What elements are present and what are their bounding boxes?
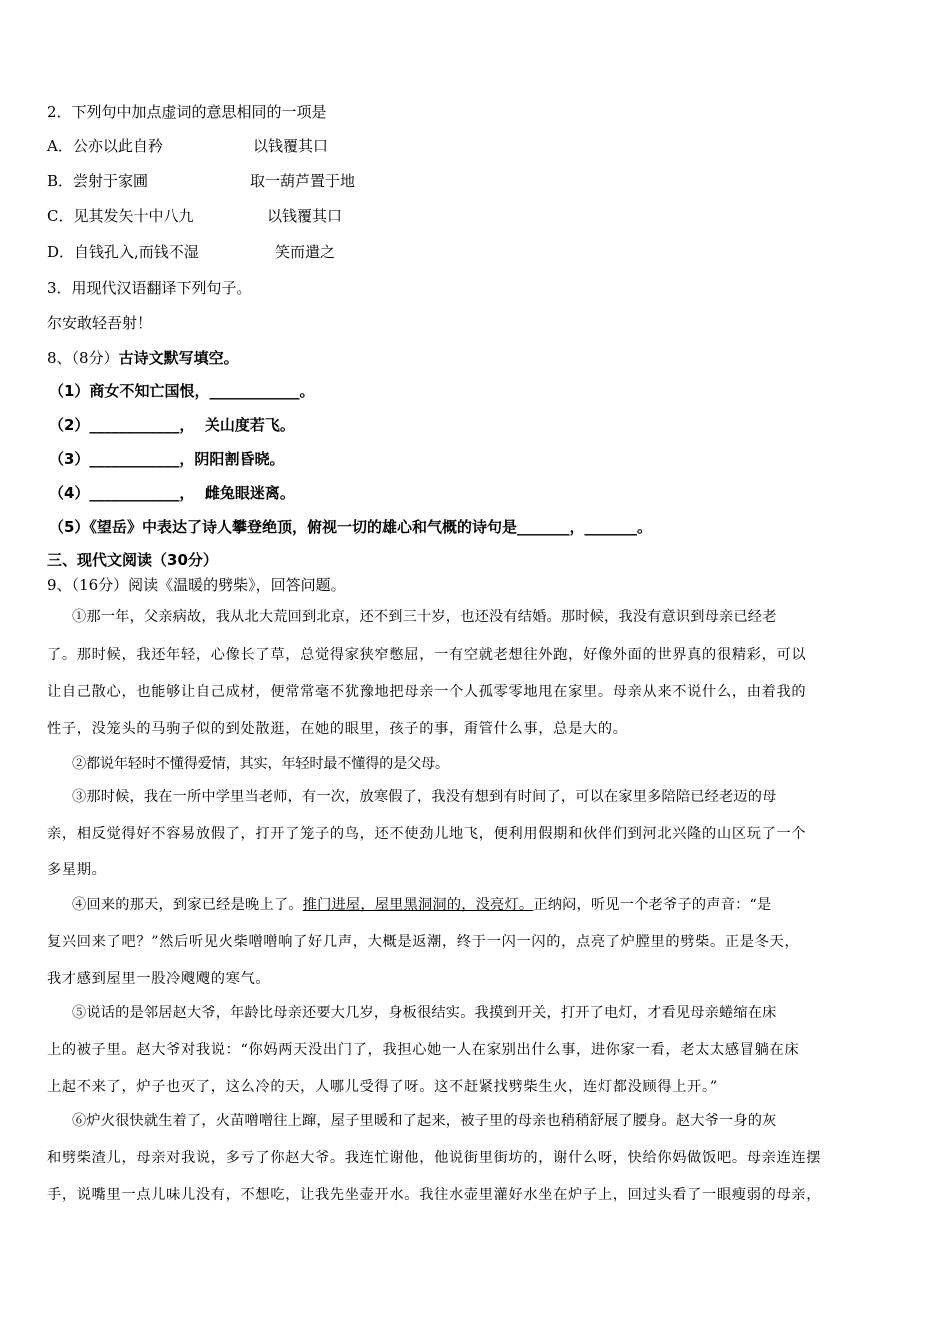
q2-option-b [47,171,148,191]
option-label: A． [47,137,73,155]
option-left-text: 自钱孔入,而钱不湿 [74,243,199,261]
paragraph-line: 手，说嘴里一点儿味儿没有，不想吃，让我先坐壶开水。我往水壶里灌好水坐在炉子上，回过头看了一眼瘦弱的母亲， [47,1187,822,1203]
option-left-text: 公亦以此自矜 [72,137,163,155]
paragraph-line: ⑥炉火很快就生着了，火苗噌噌往上蹿，屋子里暖和了起来，被子里的母亲也稍稍舒展了腰身。赵大爷一身的灰 [72,1113,777,1129]
paragraph-line: 上的被子里。赵大爷对我说：“你妈两天没出门了，我担心她一人在家别出什么事，进你家一看，老太太感冒躺在床 [47,1042,800,1058]
paragraph-line: ③那时候，我在一所中学里当老师，有一次，放寒假了，我没有想到有时间了，可以在家里多陪陪已经老迈的母 [72,789,777,805]
text-segment: 正纳闷，听见一个老爷子的声音：“是 [533,897,772,913]
option-label: C． [47,207,74,225]
paragraph-line: 亲，相反觉得好不容易放假了，打开了笼子的鸟，还不使劲儿地飞，便利用假期和伙伴们到河北兴隆的山区玩了一个 [47,826,807,842]
paragraph-line: ⑤说话的是邻居赵大爷，年龄比母亲还要大几岁，身板很结实。我摸到开关，打开了电灯，才看见母亲蜷缩在床 [72,1005,777,1021]
paragraph-line: 上起不来了，炉子也灭了，这么冷的天，人哪儿受得了呀。这不赶紧找劈柴生火，连灯都没顾得上开。” [47,1079,718,1095]
q2-option-b-right: 取一葫芦置于地 [250,172,356,190]
q8-stem-prefix: 8、（8分） [47,349,119,367]
option-left-text: 尝射于家圃 [73,172,149,190]
paragraph-line: 了。那时候，我还年轻，心像长了草，总觉得家狭窄憋屈，一有空就老想往外跑，好像外面的世界真的很精彩，可以 [47,647,807,663]
text-segment: ④回来的那天，到家已经是晚上了。 [72,897,303,913]
paragraph-line: 复兴回来了吧？”然后听见火柴噌噌响了好几声，大概是返潮，终于一闪一闪的，点亮了炉膛里的劈柴。正是冬天， [47,934,800,950]
paragraph-line: 多星期。 [47,862,107,878]
q2-option-a [47,136,163,156]
paragraph-line: ①那一年，父亲病故，我从北大荒回到北京，还不到三十岁，也还没有结婚。那时候，我没有意识到母亲已经老 [72,609,777,625]
q2-option-d-right: 笑而遣之 [275,243,336,261]
q9-stem: 9、（16分）阅读《温暖的劈柴》，回答问题。 [47,576,346,594]
option-label: B． [47,172,74,190]
q8-stem [47,348,239,368]
q8-item-4: （4）____________， 雌兔眼迷离。 [49,484,295,502]
paragraph-line: 让自己散心，也能够让自己成材，便常常毫不犹豫地把母亲一个人孤零零地甩在家里。母亲从来不说什么，由着我的 [47,684,807,700]
q8-item-1: （1）商女不知亡国恨，____________。 [49,382,315,400]
q2-option-c [47,206,194,226]
q3-sentence: 尔安敢轻吾射！ [47,314,153,332]
option-label: D． [47,243,75,261]
paragraph-line: 和劈柴渣儿，母亲对我说，多亏了你赵大爷。我连忙谢他，他说街里街坊的，谢什么呀，快给你妈做饭吧。母亲连连摆 [47,1150,822,1166]
paragraph-line: 性子，没笼头的马驹子似的到处散逛，在她的眼里，孩子的事，甭管什么事，总是大的。 [47,721,628,737]
paragraph-line: 我才感到屋里一股冷飕飕的寒气。 [47,971,271,987]
q2-stem: 2．下列句中加点虚词的意思相同的一项是 [47,103,327,121]
q2-option-a-right: 以钱覆其口 [253,137,329,155]
option-left-text: 见其发矢十中八九 [73,207,194,225]
q8-item-3: （3）____________，阴阳割昏晓。 [49,450,285,468]
paragraph-line [72,895,928,915]
q8-stem-title: 古诗文默写填空。 [118,349,239,367]
q2-option-c-right: 以钱覆其口 [267,207,343,225]
paragraph-line: ②都说年轻时不懂得爱情，其实，年轻时最不懂得的是父母。 [72,756,449,772]
underlined-sentence: 推门进屋，屋里黑洞洞的，没亮灯。 [302,897,534,913]
section-heading: 三、现代文阅读（30分） [47,551,218,569]
q2-option-d [47,242,199,262]
q8-item-5: （5）《望岳》中表达了诗人攀登绝顶，俯视一切的雄心和气概的诗句是_______，_______。 [49,518,652,536]
q8-item-2: （2）____________， 关山度若飞。 [49,416,295,434]
q3-stem: 3．用现代汉语翻译下列句子。 [47,279,252,297]
